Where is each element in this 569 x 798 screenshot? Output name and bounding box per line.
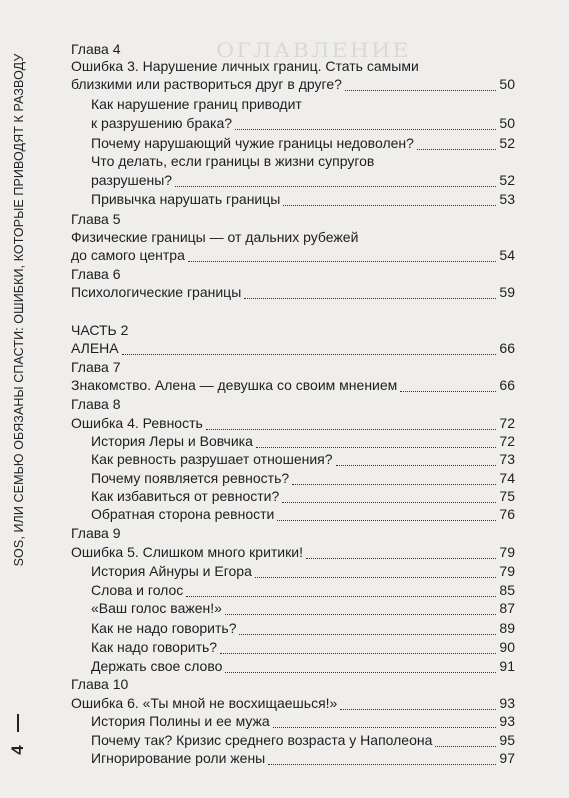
toc-entry-title: разрушены? — [91, 172, 173, 188]
toc-entry-title: Почему появляется ревность? — [91, 470, 290, 486]
toc-entry — [91, 638, 515, 657]
toc-page-number: 52 — [499, 172, 515, 188]
toc-leader-dots — [255, 562, 496, 578]
toc-leader-dots — [283, 190, 496, 206]
toc-leader-dots — [336, 450, 496, 466]
page-number — [9, 738, 27, 762]
toc-entry — [91, 487, 515, 506]
toc-entry-title: «Ваш голос важен!» — [91, 600, 222, 616]
toc-page-number: 95 — [499, 732, 515, 748]
toc-entry — [71, 358, 515, 377]
toc-entry — [91, 469, 515, 488]
toc-leader-dots — [277, 505, 496, 521]
toc-page-number: 75 — [499, 488, 515, 504]
toc-leader-dots — [345, 75, 496, 91]
toc-entry-title: Глава 8 — [71, 396, 121, 412]
toc-leader-dots — [417, 134, 496, 150]
toc-entry-title: Физические границы — от дальних рубежей — [71, 229, 359, 245]
toc-leader-dots — [340, 694, 496, 710]
toc-entry — [71, 543, 515, 562]
toc-page-number: 79 — [499, 544, 515, 560]
toc-entry-title: Знакомство. Алена — девушка со своим мнением — [71, 377, 398, 393]
toc-page-number: 89 — [499, 620, 515, 636]
toc-entry — [71, 376, 515, 395]
toc-entry-title: Слова и голос — [91, 582, 184, 598]
toc-entry-title: Психологические границы — [71, 284, 242, 300]
toc-page-number: 91 — [499, 658, 515, 674]
toc-entry — [71, 321, 515, 340]
toc-leader-dots — [186, 581, 496, 597]
toc-entry — [71, 228, 515, 247]
toc-page-number: 53 — [499, 191, 515, 207]
toc-leader-dots — [244, 283, 496, 299]
toc-leader-dots — [239, 619, 496, 635]
toc-entry — [91, 152, 515, 171]
toc-entry — [91, 134, 515, 153]
toc-leader-dots — [400, 376, 496, 392]
toc-entry — [71, 57, 515, 76]
toc-page-number: 66 — [499, 340, 515, 356]
toc-leader-dots — [292, 469, 496, 485]
toc-page-number: 54 — [499, 247, 515, 263]
running-head — [4, 30, 34, 590]
toc-entry-title: Как нарушение границ приводит — [91, 96, 302, 112]
toc-entry-title: История Полины и ее мужа — [91, 713, 270, 729]
toc-entry-title: Почему нарушающий чужие границы недоволен? — [91, 135, 414, 151]
toc-entry — [71, 524, 515, 543]
toc-entry — [91, 95, 515, 114]
toc-entry-title: Глава 9 — [71, 525, 121, 541]
show-through-heading: ОГЛАВЛЕНИЕ — [216, 38, 411, 62]
toc-entry — [71, 339, 515, 358]
toc-entry-title: Глава 10 — [71, 676, 129, 692]
toc-entry — [91, 171, 515, 190]
toc-entry-title: Глава 4 — [71, 41, 121, 57]
toc-entry — [71, 283, 515, 302]
toc-entry-title: Глава 6 — [71, 266, 121, 282]
toc-page-number: 76 — [499, 506, 515, 522]
toc-entry — [91, 450, 515, 469]
page-number-text: 4 — [8, 745, 27, 755]
toc-page-number: 52 — [499, 135, 515, 151]
toc-entry-title: Глава 5 — [71, 211, 121, 227]
toc-entry — [91, 581, 515, 600]
toc-entry — [91, 562, 515, 581]
toc-entry-title: до самого центра — [71, 247, 185, 263]
toc-page-number: 90 — [499, 639, 515, 655]
toc-entry — [91, 432, 515, 451]
toc-page-number: 97 — [499, 750, 515, 766]
toc-leader-dots — [225, 599, 496, 615]
toc-leader-dots — [220, 638, 496, 654]
toc-entry — [71, 414, 515, 433]
toc-page-number: 87 — [499, 600, 515, 616]
toc-leader-dots — [235, 114, 496, 130]
toc-entry-title: Что делать, если границы в жизни супругов — [91, 153, 375, 169]
toc-leader-dots — [435, 731, 496, 747]
toc-entry-title: Игнорирование роли жены — [91, 750, 266, 766]
toc-entry-title: Держать свое слово — [91, 658, 223, 674]
toc-entry-title: к разрушению брака? — [91, 115, 233, 131]
toc-entry-title: ЧАСТЬ 2 — [71, 322, 129, 338]
toc-page-number: 93 — [499, 695, 515, 711]
toc-entry-title: Глава 7 — [71, 359, 121, 375]
toc-entry-title: Почему так? Кризис среднего возраста у Наполеона — [91, 732, 433, 748]
toc-page-number: 72 — [499, 433, 515, 449]
toc-entry-title: История Айнуры и Егора — [91, 563, 252, 579]
toc-leader-dots — [175, 171, 496, 187]
toc-leader-dots — [268, 749, 496, 765]
toc-page-number: 66 — [499, 377, 515, 393]
toc-entry-title: Как избавиться от ревности? — [91, 488, 280, 504]
toc-entry-title: Как надо говорить? — [91, 639, 218, 655]
toc-leader-dots — [256, 432, 496, 448]
toc-entry-title: Как не надо говорить? — [91, 620, 237, 636]
toc-entry — [71, 246, 515, 265]
toc-entry — [91, 619, 515, 638]
toc-entry — [91, 749, 515, 768]
toc-entry-title: Как ревность разрушает отношения? — [91, 451, 333, 467]
toc-entry — [91, 599, 515, 618]
toc-leader-dots — [273, 712, 496, 728]
toc-entry — [91, 657, 515, 676]
page-number-rule — [17, 714, 19, 732]
toc-entry-title: Ошибка 5. Слишком много критики! — [71, 544, 303, 560]
toc-leader-dots — [225, 657, 496, 673]
toc-entry-title: Ошибка 6. «Ты мной не восхищаешься!» — [71, 695, 338, 711]
toc-entry — [71, 675, 515, 694]
toc-entry-title: Ошибка 4. Ревность — [71, 415, 203, 431]
toc-entry — [71, 694, 515, 713]
toc-page-number: 93 — [499, 713, 515, 729]
toc-entry — [91, 190, 515, 209]
toc-entry — [91, 731, 515, 750]
toc-page-number: 50 — [499, 76, 515, 92]
toc-leader-dots — [188, 246, 496, 262]
toc-entry-title: Обратная сторона ревности — [91, 506, 275, 522]
toc-entry-title: близкими или раствориться друг в друге? — [71, 76, 342, 92]
toc-leader-dots — [306, 543, 496, 559]
toc-entry — [71, 75, 515, 94]
toc-page-number: 50 — [499, 115, 515, 131]
toc-entry-title: Привычка нарушать границы — [91, 191, 281, 207]
toc-entry — [91, 114, 515, 133]
toc-entry-title: История Леры и Вовчика — [91, 433, 253, 449]
toc-page-number: 74 — [499, 470, 515, 486]
toc-entry — [91, 712, 515, 731]
toc-entry — [71, 265, 515, 284]
running-head-title: SOS, ИЛИ СЕМЬЮ ОБЯЗАНЫ СПАСТИ: ОШИБКИ, КОТОРЫЕ ПРИВОДЯТ К РАЗВОДУ — [12, 53, 26, 567]
toc-page-number: 73 — [499, 451, 515, 467]
toc-page-number: 59 — [499, 284, 515, 300]
toc-entry-title: АЛЕНА — [71, 340, 119, 356]
toc-page-number: 79 — [499, 563, 515, 579]
toc-entry — [91, 505, 515, 524]
toc-leader-dots — [206, 414, 496, 430]
toc-page-number: 72 — [499, 415, 515, 431]
toc-leader-dots — [282, 487, 496, 503]
toc-entry — [71, 395, 515, 414]
toc-leader-dots — [122, 339, 496, 355]
toc-page-number: 85 — [499, 582, 515, 598]
toc-entry-title: Ошибка 3. Нарушение личных границ. Стать самыми — [71, 58, 419, 74]
toc-entry — [71, 210, 515, 229]
